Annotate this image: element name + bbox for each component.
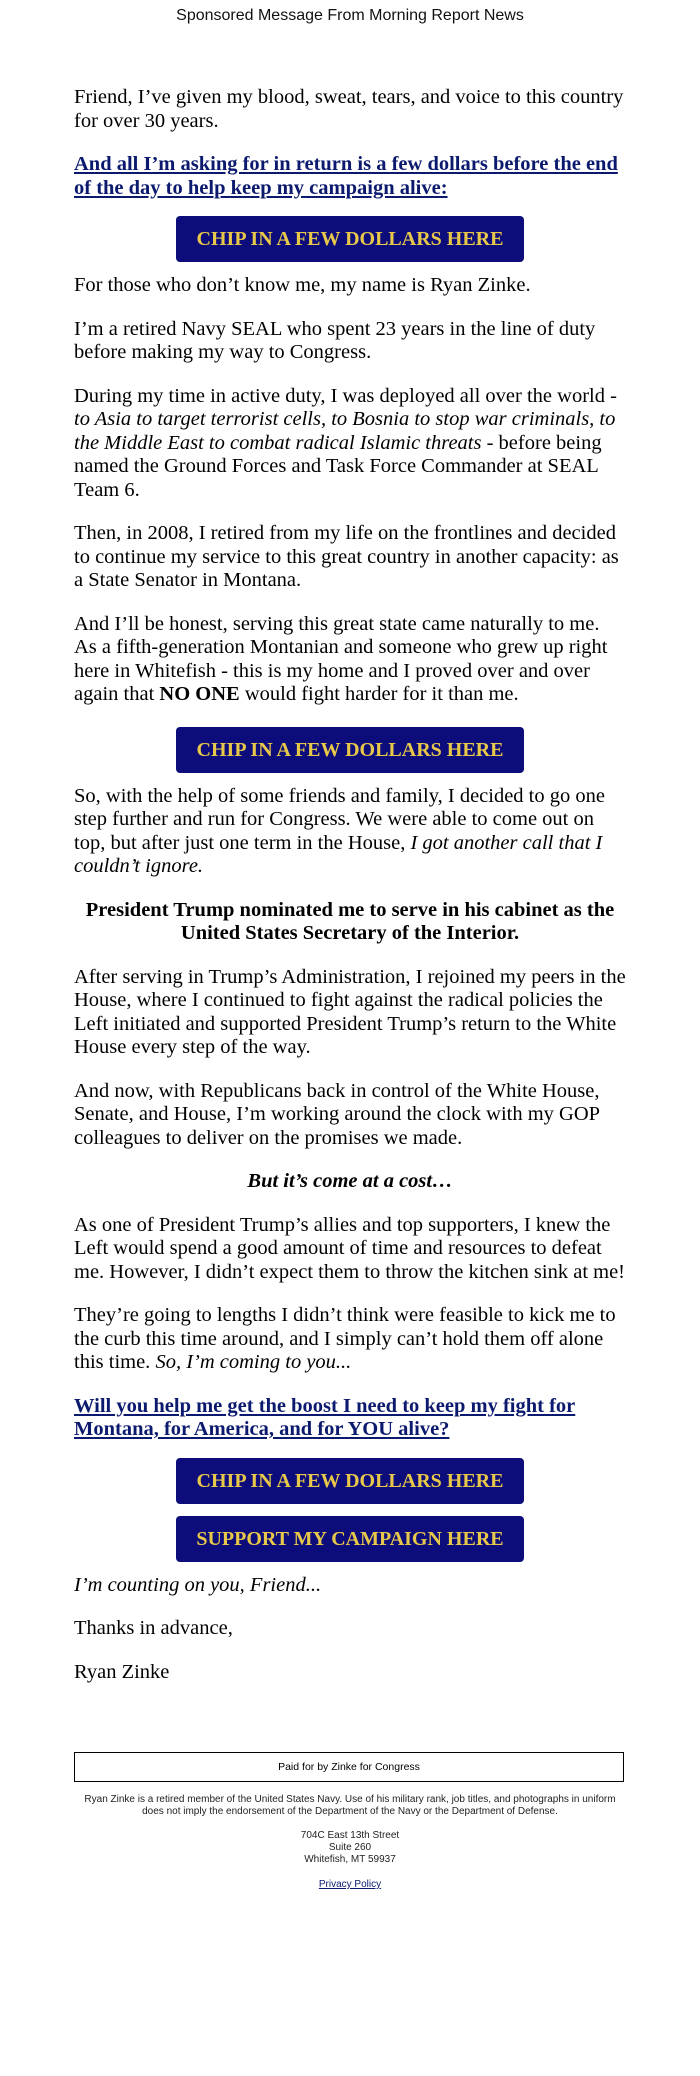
paragraph-allies: As one of President Trump’s allies and top supporters, I knew the Left would spend a good amount of time and resources to defeat me. However, I didn’t expect them to throw the kitchen sink at me! [74, 1213, 626, 1283]
email-body [74, 86, 626, 1704]
montana-text-c: would fight harder for it than me. [239, 683, 519, 705]
support-campaign-button[interactable]: SUPPORT MY CAMPAIGN HERE [176, 1516, 524, 1562]
donate-link-1[interactable]: And all I’m asking for in return is a few dollars before the end of the day to help keep my campaign alive: [74, 153, 618, 199]
military-disclaimer: Ryan Zinke is a retired member of the United States Navy. Use of his military rank, job titles, and photographs in uniform does not imply the endorsement of the Department of the Navy or the Department of Defense. [84, 1794, 616, 1817]
montana-text-a: And I’ll be honest, serving this great state came naturally to me. As a fifth-generation Montanian and someone who grew up right here in Whitefish - this is my home and I proved over and over again that [74, 612, 608, 705]
deployment-text-a: During my time in active duty, I was deployed all over the world - [74, 384, 617, 407]
intro-paragraph: Friend, I’ve given my blood, sweat, tears, and voice to this country for over 30 years. [74, 86, 624, 132]
sponsored-banner: Sponsored Message From Morning Report News [176, 7, 524, 24]
paragraph-lengths [74, 1304, 626, 1375]
no-one-bold: NO ONE [159, 683, 240, 705]
congress-text-a: So, with the help of some friends and family, I decided to go one step further and run for Congress. We were able to come out on top, but after just one term in the House, [74, 784, 605, 854]
deployment-text-c: - before being named the Ground Forces and Task Force Commander at SEAL Team 6. [74, 431, 602, 501]
chip-in-button-1[interactable]: CHIP IN A FEW DOLLARS HERE [176, 216, 524, 262]
paragraph-thanks: Thanks in advance, [74, 1617, 233, 1639]
paragraph-montana [74, 613, 626, 707]
mailing-address [74, 1830, 626, 1866]
paragraph-administration: After serving in Trump’s Administration, I rejoined my peers in the House, where I continued to fight against the radical policies the Left initiated and supported President Trump’s return to the White House every step of the way. [74, 965, 626, 1058]
address-line-1: 704C East 13th Street [300, 1830, 400, 1841]
paragraph-cabinet: President Trump nominated me to serve in his cabinet as the United States Secretary of the Interior. [85, 898, 615, 944]
privacy-section [74, 1879, 626, 1890]
address-line-3: Whitefish, MT 59937 [304, 1854, 396, 1865]
lengths-text-italic: So, I’m coming to you... [155, 1351, 352, 1373]
address-line-2: Suite 260 [328, 1842, 372, 1853]
privacy-policy-link[interactable]: Privacy Policy [318, 1879, 382, 1890]
paragraph-state-senator: Then, in 2008, I retired from my life on the frontlines and decided to continue my service to this great country in another capacity: as a State Senator in Montana. [74, 522, 619, 591]
chip-in-button-2[interactable]: CHIP IN A FEW DOLLARS HERE [176, 727, 524, 773]
donate-link-2[interactable]: Will you help me get the boost I need to keep my fight for Montana, for America, and for YOU alive? [74, 1394, 576, 1440]
paragraph-deployment [74, 385, 626, 503]
paragraph-name: For those who don’t know me, my name is Ryan Zinke. [74, 274, 531, 296]
paragraph-gop: And now, with Republicans back in control of the White House, Senate, and House, I’m working around the clock with my GOP colleagues to deliver on the promises we made. [74, 1079, 600, 1149]
paragraph-navy: I’m a retired Navy SEAL who spent 23 years in the line of duty before making my way to Congress. [74, 317, 596, 363]
signature: Ryan Zinke [74, 1660, 170, 1683]
lengths-text-a: They’re going to lengths I didn’t think were feasible to kick me to the curb this time around, and I simply can’t hold them off alone this time. [74, 1304, 616, 1373]
congress-text-italic: I got another call that I couldn’t ignore. [74, 831, 603, 877]
paragraph-cost: But it’s come at a cost… [247, 1170, 453, 1192]
paragraph-congress [74, 785, 626, 879]
deployment-text-italic: to Asia to target terrorist cells, to Bosnia to stop war criminals, to the Middle East to combat radical Islamic threats [74, 408, 616, 454]
paid-for-box: Paid for by Zinke for Congress [74, 1752, 624, 1782]
paragraph-counting: I’m counting on you, Friend... [74, 1573, 322, 1596]
chip-in-button-3[interactable]: CHIP IN A FEW DOLLARS HERE [176, 1458, 524, 1504]
